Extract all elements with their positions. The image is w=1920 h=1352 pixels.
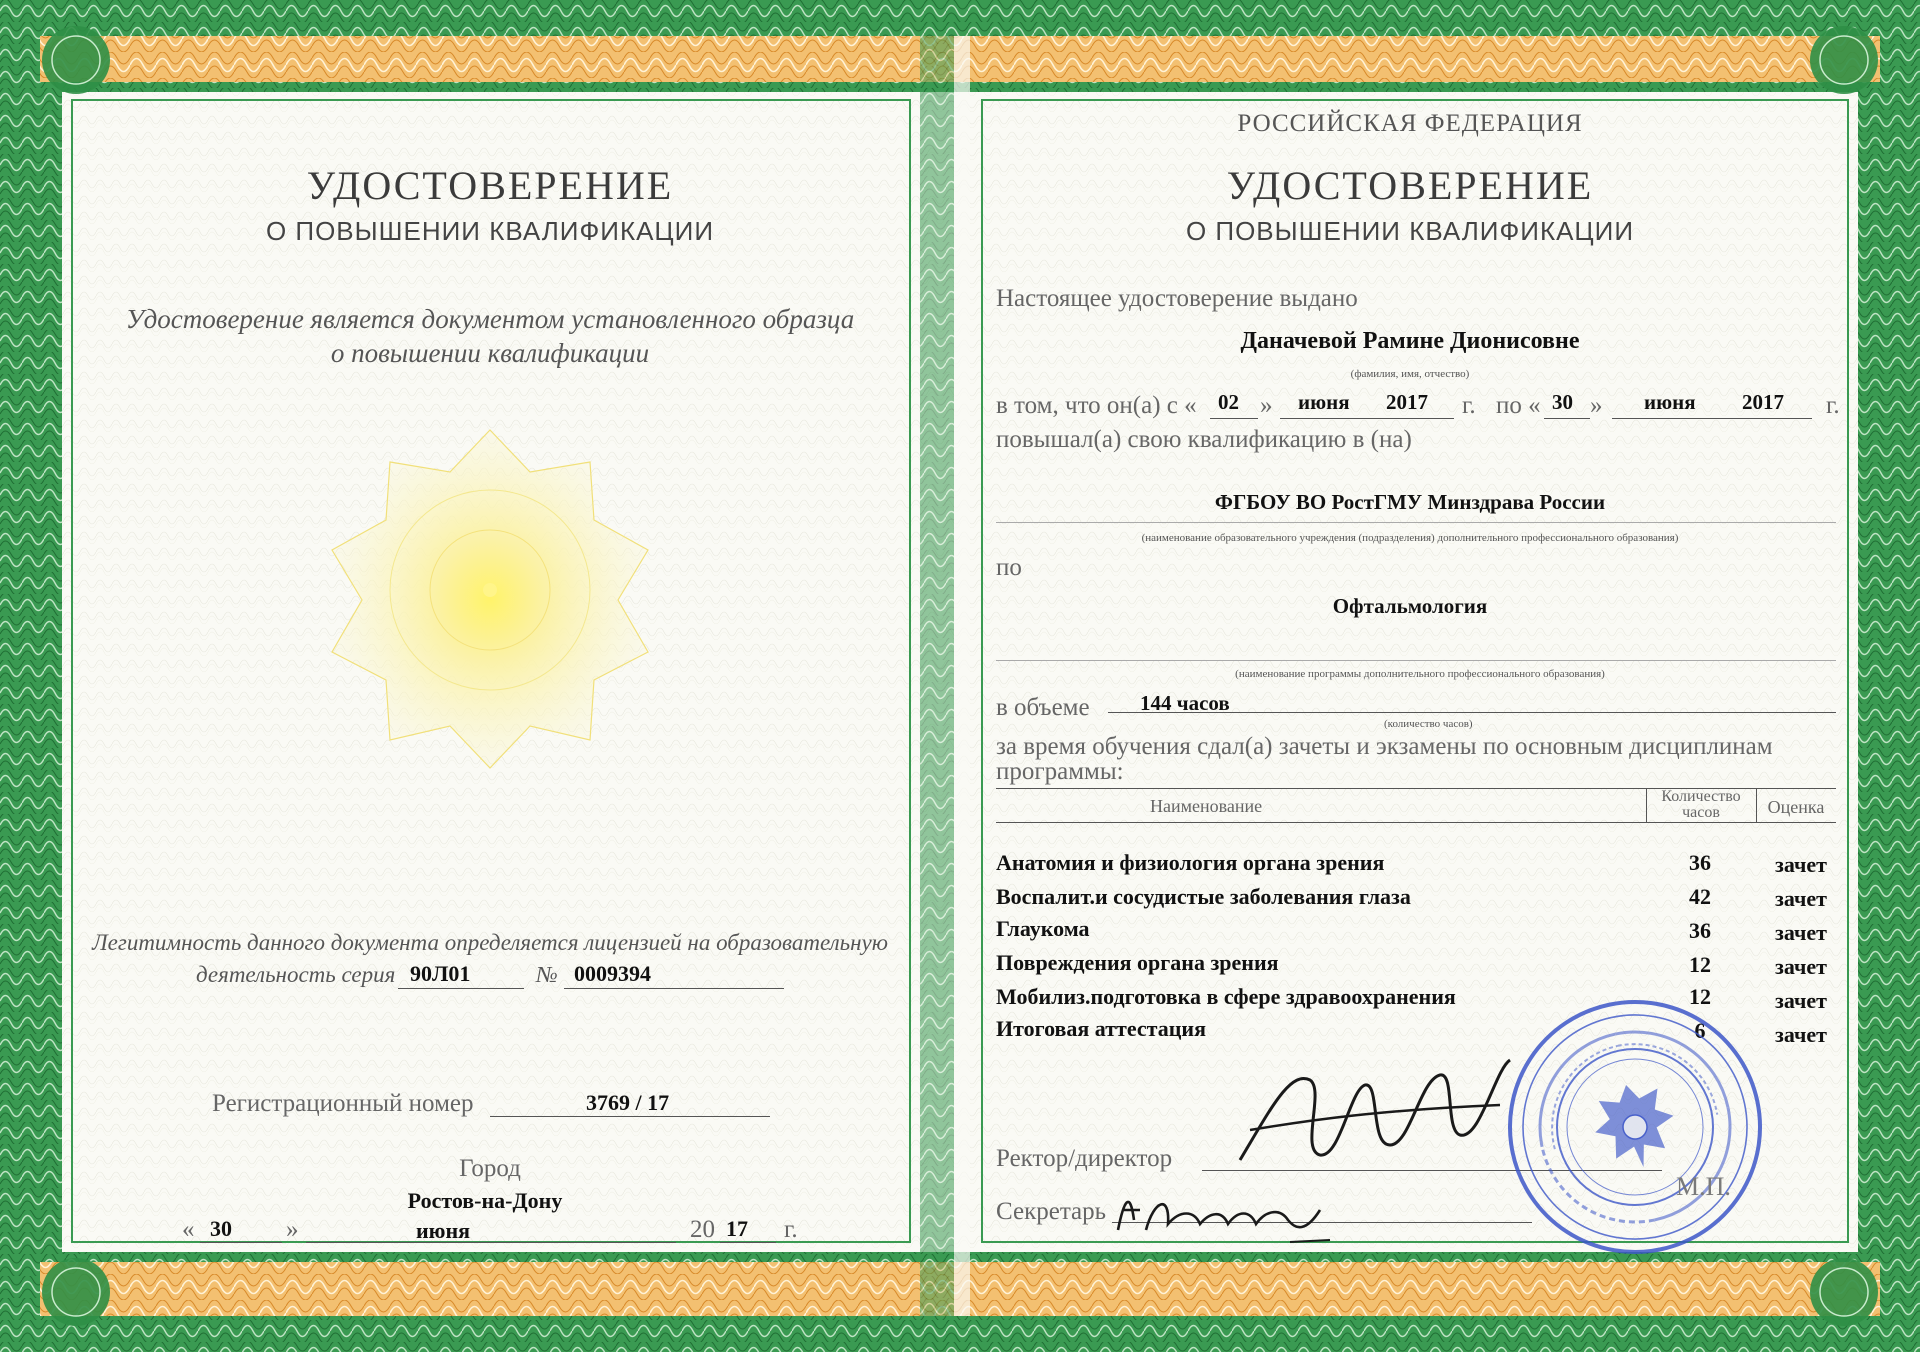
row-hours: 42 bbox=[1689, 884, 1711, 909]
row-grade: зачет bbox=[1775, 954, 1827, 979]
row-subject: Воспалит.и сосудистые заболевания глаза bbox=[996, 884, 1411, 909]
rector-label: Ректор/директор bbox=[996, 1145, 1173, 1172]
period-to-day: 30 bbox=[1552, 390, 1573, 414]
table-header-hours-line1: Количество bbox=[1661, 788, 1741, 805]
row-subject: Глаукома bbox=[996, 916, 1090, 941]
row-subject: Итоговая аттестация bbox=[996, 1016, 1206, 1041]
official-stamp bbox=[1500, 992, 1770, 1262]
row-hours: 36 bbox=[1689, 918, 1711, 943]
program-by-label: по bbox=[996, 554, 1022, 581]
city-label: Город bbox=[459, 1155, 521, 1182]
issue-year-suffix: 17 bbox=[726, 1216, 748, 1241]
volume-label: в объеме bbox=[996, 694, 1090, 721]
row-hours: 12 bbox=[1689, 952, 1711, 977]
row-grade: зачет bbox=[1775, 1022, 1827, 1047]
country-label: РОССИЙСКАЯ ФЕДЕРАЦИЯ bbox=[1237, 110, 1583, 137]
institution-name: ФГБОУ ВО РостГМУ Минздрава России bbox=[1214, 490, 1606, 514]
period-from-month: июня bbox=[1298, 390, 1350, 414]
period-to-year: 2017 bbox=[1742, 390, 1784, 414]
holder-name-hint: (фамилия, имя, отчество) bbox=[1350, 368, 1470, 380]
program-hint: (наименование программы дополнительного профессионального образования) bbox=[1235, 668, 1605, 680]
left-subtitle: О ПОВЫШЕНИИ КВАЛИФИКАЦИИ bbox=[265, 216, 715, 246]
row-hours: 6 bbox=[1694, 1018, 1706, 1043]
row-grade: зачет bbox=[1775, 920, 1827, 945]
program-name: Офтальмология bbox=[1332, 594, 1488, 618]
date-close-quote: » bbox=[286, 1216, 299, 1243]
row-grade: зачет bbox=[1775, 886, 1827, 911]
right-subtitle: О ПОВЫШЕНИИ КВАЛИФИКАЦИИ bbox=[1185, 216, 1635, 246]
table-header-hours-line2: часов bbox=[1682, 804, 1720, 821]
period-year-unit-1: г. bbox=[1462, 392, 1476, 419]
volume-value: 144 часов bbox=[1140, 691, 1230, 715]
date-open-quote: « bbox=[182, 1216, 195, 1243]
institution-hint: (наименование образовательного учреждения (подразделения) дополнительного профессионального образования) bbox=[1141, 532, 1679, 544]
table-header-grade: Оценка bbox=[1767, 797, 1825, 817]
period-from-quote-close: » bbox=[1260, 392, 1273, 419]
seal-place-mark: М.П. bbox=[1676, 1172, 1731, 1201]
left-title: УДОСТОВЕРЕНИЕ bbox=[306, 163, 674, 208]
issued-to-label: Настоящее удостоверение выдано bbox=[996, 285, 1358, 312]
row-grade: зачет bbox=[1775, 852, 1827, 877]
license-number-sign: № bbox=[536, 962, 558, 987]
volume-hint: (количество часов) bbox=[1384, 718, 1473, 730]
row-subject: Повреждения органа зрения bbox=[996, 950, 1279, 975]
period-year-unit-2: г. bbox=[1826, 392, 1840, 419]
issue-day: 30 bbox=[210, 1216, 232, 1241]
left-statement-line2: о повышении квалификации bbox=[330, 338, 650, 368]
left-statement-line1: Удостоверение является документом установленного образца bbox=[125, 304, 855, 334]
period-to-quote-close: » bbox=[1590, 392, 1603, 419]
city-name: Ростов-на-Дону bbox=[407, 1188, 563, 1213]
right-title: УДОСТОВЕРЕНИЕ bbox=[1226, 163, 1594, 208]
rector-signature bbox=[1230, 1050, 1520, 1180]
exams-line2: программы: bbox=[996, 758, 1124, 785]
row-grade: зачет bbox=[1775, 988, 1827, 1013]
secretary-signature bbox=[1110, 1180, 1350, 1250]
exams-line1: за время обучения сдал(а) зачеты и экзамены по основным дисциплинам bbox=[996, 733, 1773, 760]
legitimacy-line2: деятельность серия bbox=[196, 962, 396, 987]
issue-month: июня bbox=[416, 1218, 471, 1243]
period-prefix: в том, что он(а) с « bbox=[996, 392, 1197, 419]
period-from-year: 2017 bbox=[1386, 390, 1428, 414]
raised-qualification-label: повышал(а) свою квалификацию в (на) bbox=[996, 426, 1412, 453]
row-hours: 36 bbox=[1689, 850, 1711, 875]
table-header-name: Наименование bbox=[1150, 796, 1263, 816]
issue-year-unit: г. bbox=[784, 1216, 798, 1243]
license-number: 0009394 bbox=[574, 961, 651, 986]
period-to-month: июня bbox=[1644, 390, 1696, 414]
legitimacy-line1: Легитимность данного документа определяется лицензией на образовательную bbox=[92, 930, 888, 955]
period-from-day: 02 bbox=[1218, 390, 1239, 414]
row-subject: Мобилиз.подготовка в сфере здравоохранения bbox=[996, 984, 1456, 1009]
period-to-label: по « bbox=[1496, 392, 1541, 419]
row-subject: Анатомия и физиология органа зрения bbox=[996, 850, 1385, 875]
holder-name: Даначевой Рамине Дионисовне bbox=[1240, 328, 1580, 354]
row-hours: 12 bbox=[1689, 984, 1711, 1009]
registration-label: Регистрационный номер bbox=[212, 1090, 474, 1117]
secretary-label: Секретарь bbox=[996, 1198, 1107, 1225]
issue-year-prefix: 20 bbox=[690, 1216, 715, 1243]
license-series: 90Л01 bbox=[410, 961, 471, 986]
registration-number: 3769 / 17 bbox=[586, 1090, 670, 1115]
